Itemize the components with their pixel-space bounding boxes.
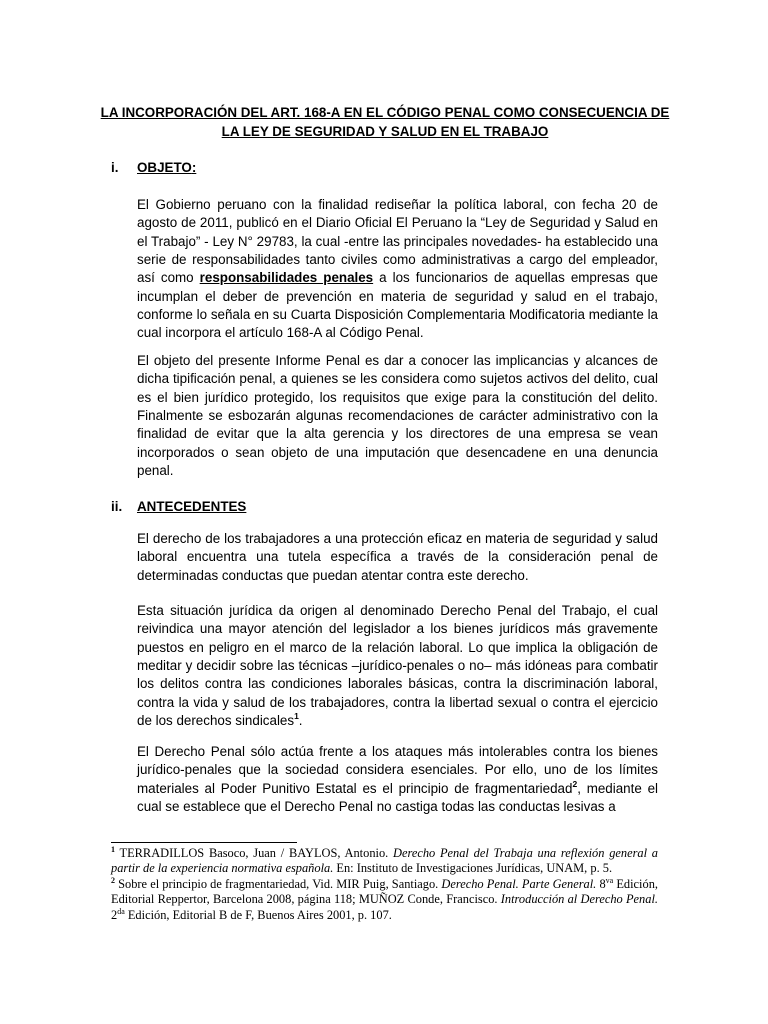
footnote-italic: Derecho Penal del Trabaja una reflexión general a partir de la experiencia normativa española. (111, 846, 658, 876)
edition-superscript: da (117, 906, 125, 916)
footnote-ref[interactable]: 1 (294, 711, 299, 722)
paragraph-text: El derecho de los trabajadores a una protección eficaz en materia de seguridad y salud laboral encuentra una tutela específica a través de la consideración penal de determinadas conductas que puedan atentar contra este derecho. (137, 531, 658, 583)
footnote-marker: 2 (111, 875, 115, 885)
footnotes (111, 846, 658, 923)
footnote-text: En: Instituto de Investigaciones Jurídicas, UNAM, p. 5. (333, 861, 613, 876)
section-number: i. (111, 160, 119, 175)
footnote-ref[interactable]: 2 (572, 778, 578, 789)
paragraph-text: El Derecho Penal sólo actúa frente a los ataques más intolerables contra los bienes jurídico-penales que la sociedad considera esenciales. Por ello, uno de los límites materiales al Poder Punitivo Estatal es el principio de fragmentariedad (137, 744, 658, 796)
document-title: LA INCORPORACIÓN DEL ART. 168-A EN EL CÓDIGO PENAL COMO CONSECUENCIA DE LA LEY DE SEGURIDAD Y SALUD EN EL TRABAJO (100, 105, 670, 139)
footnote-italic: Derecho Penal. Parte General. (441, 876, 597, 891)
section-title-suffix: : (191, 160, 197, 175)
footnote-separator (111, 842, 297, 843)
paragraph-text: , mediante el cual se establece que el Derecho Penal no castiga todas las conductas lesivas a (137, 780, 658, 815)
footnote-marker: 1 (111, 845, 115, 854)
paragraph-text: . (298, 713, 303, 729)
footnote-text: Sobre el principio de fragmentariedad, Vid. MIR Puig, Santiago. (115, 876, 442, 891)
footnote (111, 846, 658, 877)
paragraph-text: El Gobierno peruano con la finalidad rediseñar la política laboral, con fecha 20 de agosto de 2011, publicó en el Diario Oficial El Peruano la “Ley de Seguridad y Salud en el Trabajo” - Ley N° 29783, la cual -entre las principales novedades- ha establecido una serie de responsabilidades tanto civiles como administrativas a cargo del empleador, así como (137, 197, 658, 286)
paragraph (137, 352, 658, 480)
footnote-text: Edición, Editorial B de F, Buenos Aires 2001, p. 107. (124, 907, 392, 922)
footnote-italic: Introducción al Derecho Penal. (500, 892, 658, 907)
paragraph (137, 743, 658, 816)
section-title (137, 158, 196, 177)
footnote-text: 2 (111, 907, 118, 922)
paragraph (137, 602, 658, 730)
paragraph-text: Esta situación jurídica da origen al denominado Derecho Penal del Trabajo, el cual reivindica una mayor atención del legislador a los bienes jurídicos más gravemente puestos en peligro en el marco de la relación laboral. Lo que implica la obligación de meditar y decidir sobre las técnicas –jurídico-penales o no– más idóneas para combatir los delitos contra las condiciones laborales básicas, contra la discriminación laboral, contra la vida y salud de los trabajadores, contra la libertad sexual o contra el ejercicio de los derechos sindicales (137, 603, 658, 729)
paragraph-text: El objeto del presente Informe Penal es dar a conocer las implicancias y alcances de dicha tipificación penal, a quienes se les considera como sujetos activos del delito, cual es el bien jurídico protegido, los requisitos que exige para la constitución del delito. Finalmente se esbozarán algunas recomendaciones de carácter administrativo con la finalidad de evitar que la alta gerencia y los directores de una empresa se vean incorporados o sean objeto de una imputación que desencadene en una denuncia penal. (137, 353, 658, 479)
paragraph (137, 196, 658, 343)
section-title: ANTECEDENTES (137, 499, 247, 514)
edition-superscript: va (605, 875, 614, 885)
footnote (111, 877, 658, 923)
footnote-text: 8 (596, 876, 606, 891)
footnote-text: TERRADILLOS Basoco, Juan / BAYLOS, Antonio. (115, 846, 394, 860)
section-title-text: OBJETO (137, 160, 192, 175)
section-number: ii. (111, 499, 123, 514)
paragraph (137, 530, 658, 585)
footnote-text: Edición, Editorial Reppertor, Barcelona 2008, página 118; MUÑOZ Conde, Francisco. (111, 876, 658, 907)
paragraph-text: a los funcionarios de aquellas empresas que incumplan el deber de prevención en materia de seguridad y salud en el trabajo, conforme lo señala en su Cuarta Disposición Complementaria Modificatoria mediante la cual incorpora el artículo 168-A al Código Penal. (137, 270, 658, 341)
emphasis-text: responsabilidades penales (199, 270, 374, 286)
